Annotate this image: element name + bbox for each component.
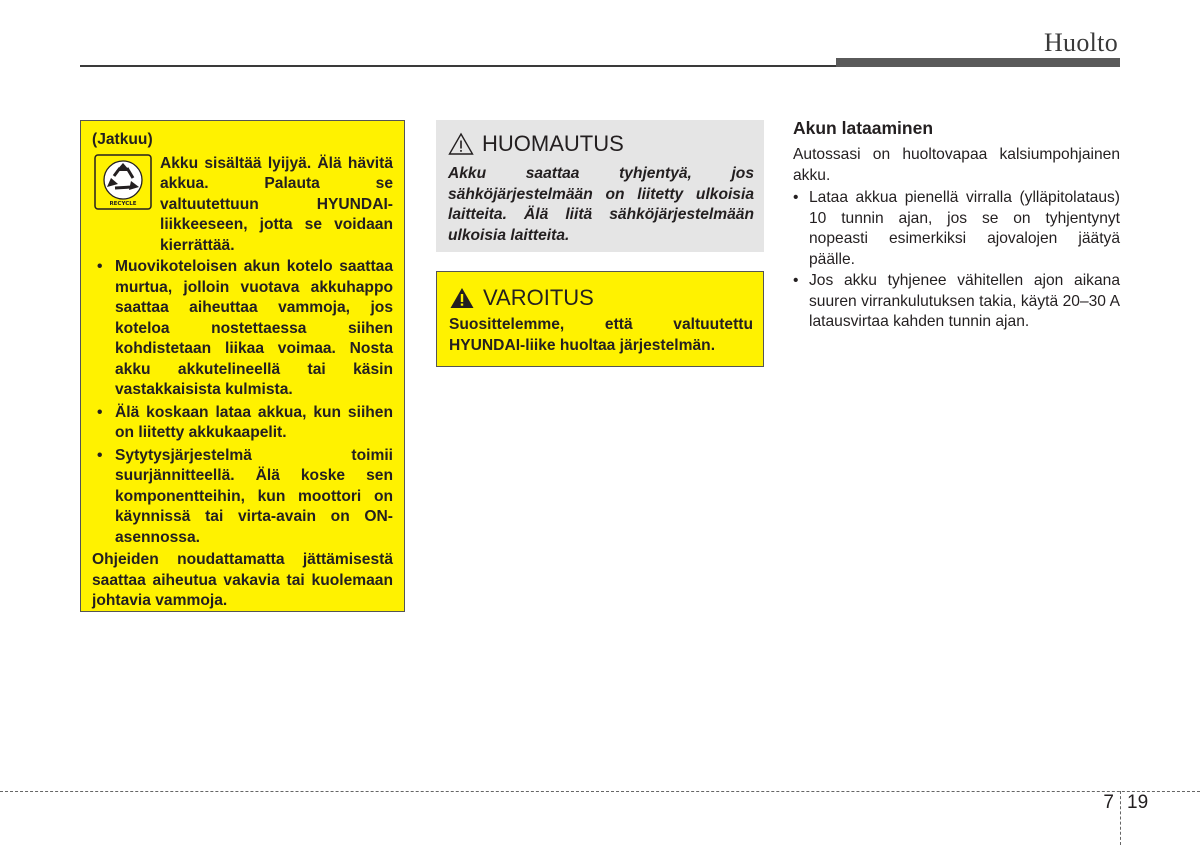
svg-text:RECYCLE: RECYCLE xyxy=(109,200,137,207)
warning-closing-text: Ohjeiden noudattamatta jättämisestä saattaa aiheutua vakavia tai kuolemaan johtavia vammoja. xyxy=(92,551,393,609)
caution-text: Suosittelemme, että valtuutettu HYUNDAI-liike huoltaa järjestelmän. xyxy=(449,316,753,354)
bullet-dot: • xyxy=(97,258,103,275)
warning-bullet-list xyxy=(92,257,393,548)
battery-recycle-icon xyxy=(94,154,152,210)
section-heading: Akun lataaminen xyxy=(793,118,934,138)
warning-triangle-outline-icon xyxy=(448,132,474,156)
recycle-text: Akku sisältää lyijyä. Älä hävitä akkua. Palauta se valtuutettuun HYUNDAI-liikkeeseen, jotta se voidaan kierrättää. xyxy=(160,154,393,254)
warning-triangle-filled-icon xyxy=(449,286,475,310)
battery-warning-box xyxy=(80,120,405,612)
chapter-number: 7 xyxy=(1103,792,1114,813)
section-intro: Autossasi on huoltovapaa kalsiumpohjainen akku. xyxy=(793,146,1120,184)
caution-box xyxy=(436,271,764,367)
header-rule-accent xyxy=(836,58,1120,67)
notice-text: Akku saattaa tyhjentyä, jos sähköjärjestelmään on liitetty ulkoisia laitteita. Älä liitä sähköjärjestelmään ulkoisia laitteita. xyxy=(448,165,754,244)
charging-bullet-list xyxy=(793,188,1120,333)
list-item: • Lataa akkua pienellä virralla (ylläpitolataus) 10 tunnin ajan, jos se on tyhjentynyt nopeasti esimerkiksi ajovalojen jäätyä päälle. xyxy=(793,189,1120,268)
bullet-dot: • xyxy=(793,189,799,206)
bullet-dot: • xyxy=(97,403,103,421)
footer-divider xyxy=(1120,791,1121,845)
bullet-dot: • xyxy=(97,446,103,464)
page-number: 19 xyxy=(1127,792,1149,813)
caution-heading xyxy=(449,284,753,312)
list-item: • Sytytysjärjestelmä toimii suurjännitteellä. Älä koske sen komponentteihin, kun moottori on käynnissä tai virta-avain on ON-asennossa. xyxy=(97,446,393,546)
continued-label: (Jatkuu) xyxy=(92,131,153,148)
bullet-dot: • xyxy=(793,272,799,289)
battery-charging-section xyxy=(793,117,1120,334)
recycle-notice xyxy=(92,154,393,257)
list-item: • Älä koskaan lataa akkua, kun siihen on liitetty akkukaapelit. xyxy=(97,403,393,441)
notice-heading xyxy=(448,130,754,158)
footer-rule xyxy=(0,791,1200,792)
caution-title: VAROITUS xyxy=(483,285,594,310)
header-rule xyxy=(80,65,836,67)
list-item: • Muovikoteloisen akun kotelo saattaa murtua, jolloin vuotava akkuhappo saattaa aiheuttaa vammoja, jos koteloa nostettaessa siihen kohdistetaan liikaa voimaa. Nosta akku akkutelineellä tai käsin vastakkaisista kulmista. xyxy=(97,258,393,398)
notice-title: HUOMAUTUS xyxy=(482,131,624,156)
list-item: • Jos akku tyhjenee vähitellen ajon aikana suuren virrankulutuksen takia, käytä 20–30 A latausvirtaa kahden tunnin ajan. xyxy=(793,272,1120,330)
page-section-title: Huolto xyxy=(1043,28,1118,57)
notice-box xyxy=(436,120,764,252)
